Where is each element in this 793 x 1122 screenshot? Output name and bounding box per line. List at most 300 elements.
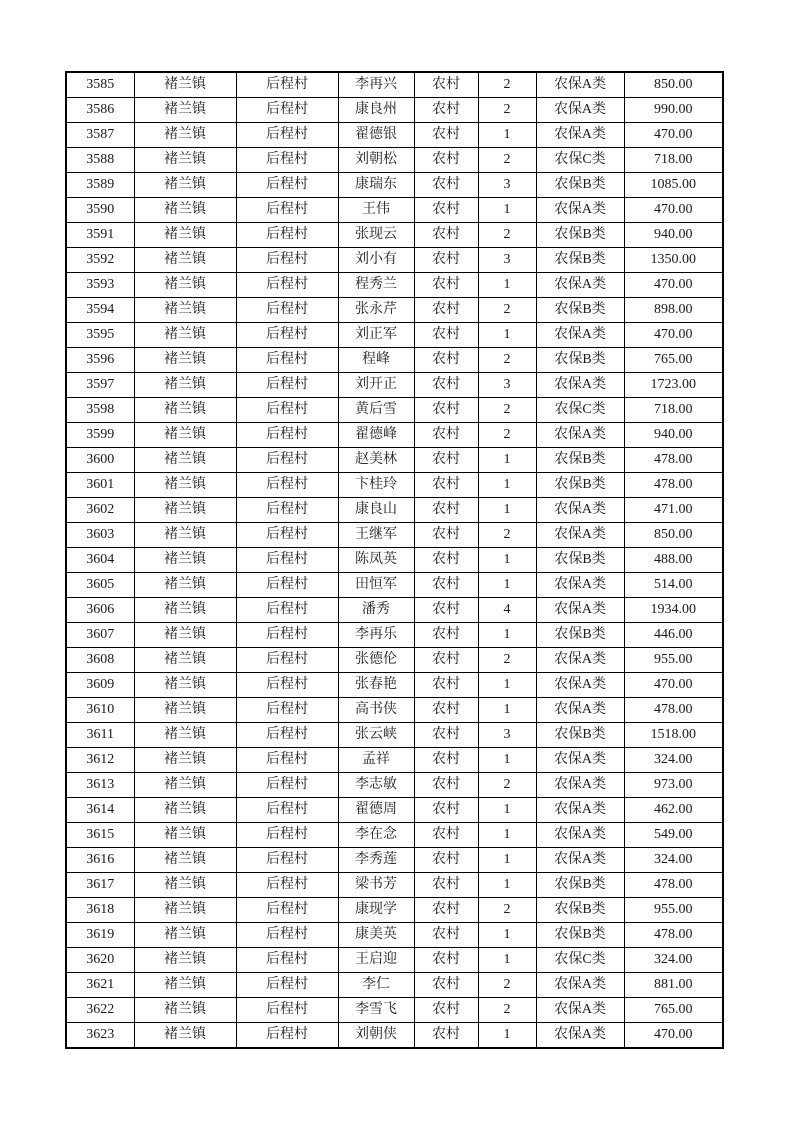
cell-insurance-class: 农保A类 (536, 423, 624, 448)
cell-person-count: 2 (478, 148, 536, 173)
cell-amount: 1934.00 (624, 598, 723, 623)
cell-person-count: 1 (478, 748, 536, 773)
table-row (66, 248, 723, 273)
cell-person-count: 2 (478, 773, 536, 798)
cell-town: 褚兰镇 (134, 848, 236, 873)
cell-name: 刘朝侠 (338, 1023, 414, 1049)
cell-insurance-class: 农保B类 (536, 873, 624, 898)
cell-name: 程峰 (338, 348, 414, 373)
cell-serial-number: 3622 (66, 998, 134, 1023)
cell-name: 卞桂玲 (338, 473, 414, 498)
cell-category: 农村 (414, 873, 478, 898)
table-row (66, 673, 723, 698)
cell-town: 褚兰镇 (134, 273, 236, 298)
cell-category: 农村 (414, 773, 478, 798)
cell-town: 褚兰镇 (134, 573, 236, 598)
cell-insurance-class: 农保B类 (536, 898, 624, 923)
cell-category: 农村 (414, 723, 478, 748)
cell-name: 李仁 (338, 973, 414, 998)
cell-person-count: 4 (478, 598, 536, 623)
cell-amount: 898.00 (624, 298, 723, 323)
cell-amount: 881.00 (624, 973, 723, 998)
subsidy-table (65, 71, 724, 1049)
cell-amount: 324.00 (624, 848, 723, 873)
cell-serial-number: 3586 (66, 98, 134, 123)
table-row (66, 473, 723, 498)
cell-insurance-class: 农保B类 (536, 548, 624, 573)
cell-town: 褚兰镇 (134, 523, 236, 548)
cell-town: 褚兰镇 (134, 373, 236, 398)
cell-serial-number: 3588 (66, 148, 134, 173)
cell-person-count: 1 (478, 948, 536, 973)
cell-serial-number: 3601 (66, 473, 134, 498)
cell-amount: 478.00 (624, 473, 723, 498)
cell-category: 农村 (414, 923, 478, 948)
cell-insurance-class: 农保C类 (536, 398, 624, 423)
table-row (66, 898, 723, 923)
cell-person-count: 2 (478, 398, 536, 423)
table-row (66, 173, 723, 198)
cell-name: 康现学 (338, 898, 414, 923)
cell-person-count: 1 (478, 923, 536, 948)
cell-category: 农村 (414, 798, 478, 823)
table-row (66, 598, 723, 623)
cell-category: 农村 (414, 373, 478, 398)
cell-village: 后程村 (236, 398, 338, 423)
table-row (66, 398, 723, 423)
cell-village: 后程村 (236, 423, 338, 448)
cell-town: 褚兰镇 (134, 173, 236, 198)
cell-name: 陈凤英 (338, 548, 414, 573)
cell-person-count: 1 (478, 123, 536, 148)
cell-amount: 718.00 (624, 148, 723, 173)
cell-village: 后程村 (236, 948, 338, 973)
cell-serial-number: 3597 (66, 373, 134, 398)
cell-person-count: 2 (478, 298, 536, 323)
cell-amount: 765.00 (624, 998, 723, 1023)
cell-village: 后程村 (236, 248, 338, 273)
cell-amount: 1723.00 (624, 373, 723, 398)
cell-category: 农村 (414, 573, 478, 598)
cell-name: 张永芹 (338, 298, 414, 323)
table-row (66, 748, 723, 773)
cell-insurance-class: 农保A类 (536, 673, 624, 698)
cell-insurance-class: 农保B类 (536, 173, 624, 198)
cell-town: 褚兰镇 (134, 948, 236, 973)
cell-category: 农村 (414, 148, 478, 173)
table-row (66, 98, 723, 123)
cell-town: 褚兰镇 (134, 323, 236, 348)
cell-category: 农村 (414, 298, 478, 323)
cell-name: 刘朝松 (338, 148, 414, 173)
cell-amount: 446.00 (624, 623, 723, 648)
table-row (66, 198, 723, 223)
cell-insurance-class: 农保B类 (536, 623, 624, 648)
cell-amount: 478.00 (624, 873, 723, 898)
cell-amount: 955.00 (624, 898, 723, 923)
cell-person-count: 1 (478, 548, 536, 573)
table-row (66, 923, 723, 948)
cell-person-count: 2 (478, 973, 536, 998)
cell-village: 后程村 (236, 273, 338, 298)
cell-serial-number: 3600 (66, 448, 134, 473)
cell-amount: 478.00 (624, 698, 723, 723)
table-row (66, 798, 723, 823)
cell-amount: 850.00 (624, 523, 723, 548)
cell-serial-number: 3602 (66, 498, 134, 523)
cell-category: 农村 (414, 673, 478, 698)
cell-name: 孟祥 (338, 748, 414, 773)
cell-person-count: 2 (478, 223, 536, 248)
cell-name: 李秀莲 (338, 848, 414, 873)
cell-village: 后程村 (236, 873, 338, 898)
cell-insurance-class: 农保B类 (536, 473, 624, 498)
cell-person-count: 1 (478, 623, 536, 648)
cell-amount: 324.00 (624, 948, 723, 973)
cell-person-count: 3 (478, 373, 536, 398)
cell-village: 后程村 (236, 923, 338, 948)
cell-serial-number: 3616 (66, 848, 134, 873)
cell-name: 黄后雪 (338, 398, 414, 423)
cell-village: 后程村 (236, 748, 338, 773)
cell-serial-number: 3623 (66, 1023, 134, 1049)
cell-name: 张春艳 (338, 673, 414, 698)
cell-village: 后程村 (236, 72, 338, 98)
cell-person-count: 1 (478, 448, 536, 473)
cell-town: 褚兰镇 (134, 923, 236, 948)
cell-category: 农村 (414, 523, 478, 548)
cell-amount: 765.00 (624, 348, 723, 373)
cell-amount: 955.00 (624, 648, 723, 673)
cell-serial-number: 3599 (66, 423, 134, 448)
cell-village: 后程村 (236, 173, 338, 198)
cell-category: 农村 (414, 398, 478, 423)
cell-town: 褚兰镇 (134, 823, 236, 848)
cell-name: 赵美林 (338, 448, 414, 473)
cell-village: 后程村 (236, 298, 338, 323)
cell-town: 褚兰镇 (134, 123, 236, 148)
cell-person-count: 1 (478, 823, 536, 848)
cell-name: 刘正军 (338, 323, 414, 348)
cell-village: 后程村 (236, 998, 338, 1023)
table-row (66, 123, 723, 148)
cell-person-count: 1 (478, 673, 536, 698)
cell-person-count: 3 (478, 248, 536, 273)
cell-category: 农村 (414, 548, 478, 573)
cell-name: 张现云 (338, 223, 414, 248)
cell-name: 李志敏 (338, 773, 414, 798)
cell-name: 康良山 (338, 498, 414, 523)
cell-town: 褚兰镇 (134, 748, 236, 773)
cell-name: 张德伦 (338, 648, 414, 673)
cell-name: 张云峡 (338, 723, 414, 748)
cell-category: 农村 (414, 823, 478, 848)
cell-name: 潘秀 (338, 598, 414, 623)
cell-name: 王伟 (338, 198, 414, 223)
table-row (66, 523, 723, 548)
cell-town: 褚兰镇 (134, 148, 236, 173)
cell-insurance-class: 农保A类 (536, 598, 624, 623)
table-row (66, 698, 723, 723)
cell-person-count: 2 (478, 72, 536, 98)
cell-serial-number: 3587 (66, 123, 134, 148)
cell-category: 农村 (414, 323, 478, 348)
cell-insurance-class: 农保A类 (536, 748, 624, 773)
cell-town: 褚兰镇 (134, 723, 236, 748)
cell-town: 褚兰镇 (134, 698, 236, 723)
cell-serial-number: 3590 (66, 198, 134, 223)
cell-serial-number: 3617 (66, 873, 134, 898)
cell-category: 农村 (414, 72, 478, 98)
table-row (66, 273, 723, 298)
cell-insurance-class: 农保A类 (536, 698, 624, 723)
cell-category: 农村 (414, 623, 478, 648)
cell-serial-number: 3615 (66, 823, 134, 848)
cell-insurance-class: 农保B类 (536, 223, 624, 248)
cell-person-count: 2 (478, 648, 536, 673)
cell-name: 翟德峰 (338, 423, 414, 448)
cell-person-count: 2 (478, 98, 536, 123)
cell-person-count: 1 (478, 473, 536, 498)
cell-insurance-class: 农保A类 (536, 573, 624, 598)
cell-village: 后程村 (236, 98, 338, 123)
cell-name: 翟德银 (338, 123, 414, 148)
cell-name: 王启迎 (338, 948, 414, 973)
cell-category: 农村 (414, 348, 478, 373)
cell-amount: 470.00 (624, 123, 723, 148)
cell-village: 后程村 (236, 898, 338, 923)
cell-name: 梁书芳 (338, 873, 414, 898)
cell-category: 农村 (414, 1023, 478, 1049)
cell-town: 褚兰镇 (134, 398, 236, 423)
cell-person-count: 1 (478, 273, 536, 298)
cell-village: 后程村 (236, 198, 338, 223)
cell-insurance-class: 农保A类 (536, 848, 624, 873)
cell-amount: 1350.00 (624, 248, 723, 273)
cell-insurance-class: 农保A类 (536, 98, 624, 123)
cell-name: 康良州 (338, 98, 414, 123)
cell-town: 褚兰镇 (134, 548, 236, 573)
cell-name: 翟德周 (338, 798, 414, 823)
cell-name: 程秀兰 (338, 273, 414, 298)
cell-town: 褚兰镇 (134, 423, 236, 448)
cell-person-count: 1 (478, 1023, 536, 1049)
cell-village: 后程村 (236, 623, 338, 648)
cell-amount: 324.00 (624, 748, 723, 773)
cell-town: 褚兰镇 (134, 98, 236, 123)
cell-village: 后程村 (236, 823, 338, 848)
table-row (66, 148, 723, 173)
cell-person-count: 1 (478, 498, 536, 523)
cell-serial-number: 3614 (66, 798, 134, 823)
cell-town: 褚兰镇 (134, 448, 236, 473)
cell-person-count: 1 (478, 323, 536, 348)
cell-serial-number: 3608 (66, 648, 134, 673)
cell-serial-number: 3610 (66, 698, 134, 723)
cell-town: 褚兰镇 (134, 223, 236, 248)
cell-insurance-class: 农保B类 (536, 448, 624, 473)
cell-amount: 471.00 (624, 498, 723, 523)
cell-person-count: 3 (478, 173, 536, 198)
cell-person-count: 1 (478, 573, 536, 598)
cell-village: 后程村 (236, 848, 338, 873)
cell-village: 后程村 (236, 973, 338, 998)
cell-village: 后程村 (236, 598, 338, 623)
cell-insurance-class: 农保C类 (536, 948, 624, 973)
table-row (66, 573, 723, 598)
cell-amount: 1085.00 (624, 173, 723, 198)
cell-category: 农村 (414, 273, 478, 298)
table-row (66, 498, 723, 523)
cell-village: 后程村 (236, 673, 338, 698)
table-row (66, 948, 723, 973)
cell-village: 后程村 (236, 798, 338, 823)
cell-person-count: 1 (478, 798, 536, 823)
table-row (66, 72, 723, 98)
cell-name: 李雪飞 (338, 998, 414, 1023)
cell-village: 后程村 (236, 1023, 338, 1049)
cell-town: 褚兰镇 (134, 473, 236, 498)
cell-person-count: 2 (478, 998, 536, 1023)
cell-amount: 488.00 (624, 548, 723, 573)
cell-amount: 470.00 (624, 1023, 723, 1049)
cell-category: 农村 (414, 973, 478, 998)
table-body (66, 72, 723, 1048)
cell-name: 王继军 (338, 523, 414, 548)
cell-name: 田恒军 (338, 573, 414, 598)
cell-town: 褚兰镇 (134, 673, 236, 698)
cell-serial-number: 3604 (66, 548, 134, 573)
table-row (66, 548, 723, 573)
cell-serial-number: 3592 (66, 248, 134, 273)
cell-serial-number: 3613 (66, 773, 134, 798)
cell-town: 褚兰镇 (134, 298, 236, 323)
cell-serial-number: 3605 (66, 573, 134, 598)
cell-category: 农村 (414, 198, 478, 223)
cell-village: 后程村 (236, 448, 338, 473)
cell-town: 褚兰镇 (134, 598, 236, 623)
table-row (66, 423, 723, 448)
cell-serial-number: 3620 (66, 948, 134, 973)
cell-category: 农村 (414, 223, 478, 248)
cell-amount: 470.00 (624, 273, 723, 298)
cell-village: 后程村 (236, 498, 338, 523)
cell-town: 褚兰镇 (134, 998, 236, 1023)
cell-village: 后程村 (236, 148, 338, 173)
cell-insurance-class: 农保A类 (536, 72, 624, 98)
cell-serial-number: 3618 (66, 898, 134, 923)
cell-town: 褚兰镇 (134, 773, 236, 798)
cell-insurance-class: 农保A类 (536, 998, 624, 1023)
cell-insurance-class: 农保A类 (536, 773, 624, 798)
cell-town: 褚兰镇 (134, 873, 236, 898)
cell-town: 褚兰镇 (134, 348, 236, 373)
cell-category: 农村 (414, 423, 478, 448)
cell-town: 褚兰镇 (134, 72, 236, 98)
cell-serial-number: 3593 (66, 273, 134, 298)
cell-town: 褚兰镇 (134, 623, 236, 648)
cell-category: 农村 (414, 848, 478, 873)
cell-name: 李再兴 (338, 72, 414, 98)
table-row (66, 773, 723, 798)
cell-category: 农村 (414, 598, 478, 623)
cell-serial-number: 3595 (66, 323, 134, 348)
cell-amount: 470.00 (624, 323, 723, 348)
cell-amount: 990.00 (624, 98, 723, 123)
cell-insurance-class: 农保B类 (536, 348, 624, 373)
cell-insurance-class: 农保A类 (536, 323, 624, 348)
cell-category: 农村 (414, 98, 478, 123)
cell-serial-number: 3621 (66, 973, 134, 998)
cell-village: 后程村 (236, 573, 338, 598)
cell-insurance-class: 农保A类 (536, 823, 624, 848)
cell-insurance-class: 农保A类 (536, 1023, 624, 1049)
cell-serial-number: 3609 (66, 673, 134, 698)
cell-category: 农村 (414, 948, 478, 973)
cell-village: 后程村 (236, 123, 338, 148)
cell-person-count: 2 (478, 523, 536, 548)
cell-town: 褚兰镇 (134, 648, 236, 673)
cell-insurance-class: 农保B类 (536, 723, 624, 748)
cell-amount: 478.00 (624, 923, 723, 948)
cell-serial-number: 3607 (66, 623, 134, 648)
cell-village: 后程村 (236, 648, 338, 673)
cell-village: 后程村 (236, 548, 338, 573)
cell-town: 褚兰镇 (134, 248, 236, 273)
cell-amount: 973.00 (624, 773, 723, 798)
cell-amount: 940.00 (624, 423, 723, 448)
cell-name: 康瑞东 (338, 173, 414, 198)
cell-category: 农村 (414, 998, 478, 1023)
cell-village: 后程村 (236, 698, 338, 723)
table-row (66, 873, 723, 898)
cell-insurance-class: 农保B类 (536, 298, 624, 323)
cell-insurance-class: 农保A类 (536, 373, 624, 398)
cell-category: 农村 (414, 648, 478, 673)
table-row (66, 823, 723, 848)
cell-name: 李再乐 (338, 623, 414, 648)
cell-category: 农村 (414, 698, 478, 723)
cell-village: 后程村 (236, 223, 338, 248)
cell-amount: 470.00 (624, 673, 723, 698)
cell-amount: 850.00 (624, 72, 723, 98)
cell-village: 后程村 (236, 323, 338, 348)
cell-serial-number: 3611 (66, 723, 134, 748)
cell-category: 农村 (414, 498, 478, 523)
cell-amount: 478.00 (624, 448, 723, 473)
cell-category: 农村 (414, 123, 478, 148)
cell-village: 后程村 (236, 348, 338, 373)
cell-village: 后程村 (236, 723, 338, 748)
cell-amount: 470.00 (624, 198, 723, 223)
cell-town: 褚兰镇 (134, 1023, 236, 1049)
cell-serial-number: 3596 (66, 348, 134, 373)
cell-amount: 462.00 (624, 798, 723, 823)
cell-insurance-class: 农保A类 (536, 198, 624, 223)
cell-name: 康美英 (338, 923, 414, 948)
cell-insurance-class: 农保A类 (536, 273, 624, 298)
cell-town: 褚兰镇 (134, 498, 236, 523)
cell-town: 褚兰镇 (134, 973, 236, 998)
cell-category: 农村 (414, 748, 478, 773)
cell-insurance-class: 农保B类 (536, 248, 624, 273)
cell-insurance-class: 农保A类 (536, 123, 624, 148)
table-row (66, 648, 723, 673)
cell-category: 农村 (414, 173, 478, 198)
cell-insurance-class: 农保B类 (536, 923, 624, 948)
cell-town: 褚兰镇 (134, 798, 236, 823)
cell-name: 刘小有 (338, 248, 414, 273)
